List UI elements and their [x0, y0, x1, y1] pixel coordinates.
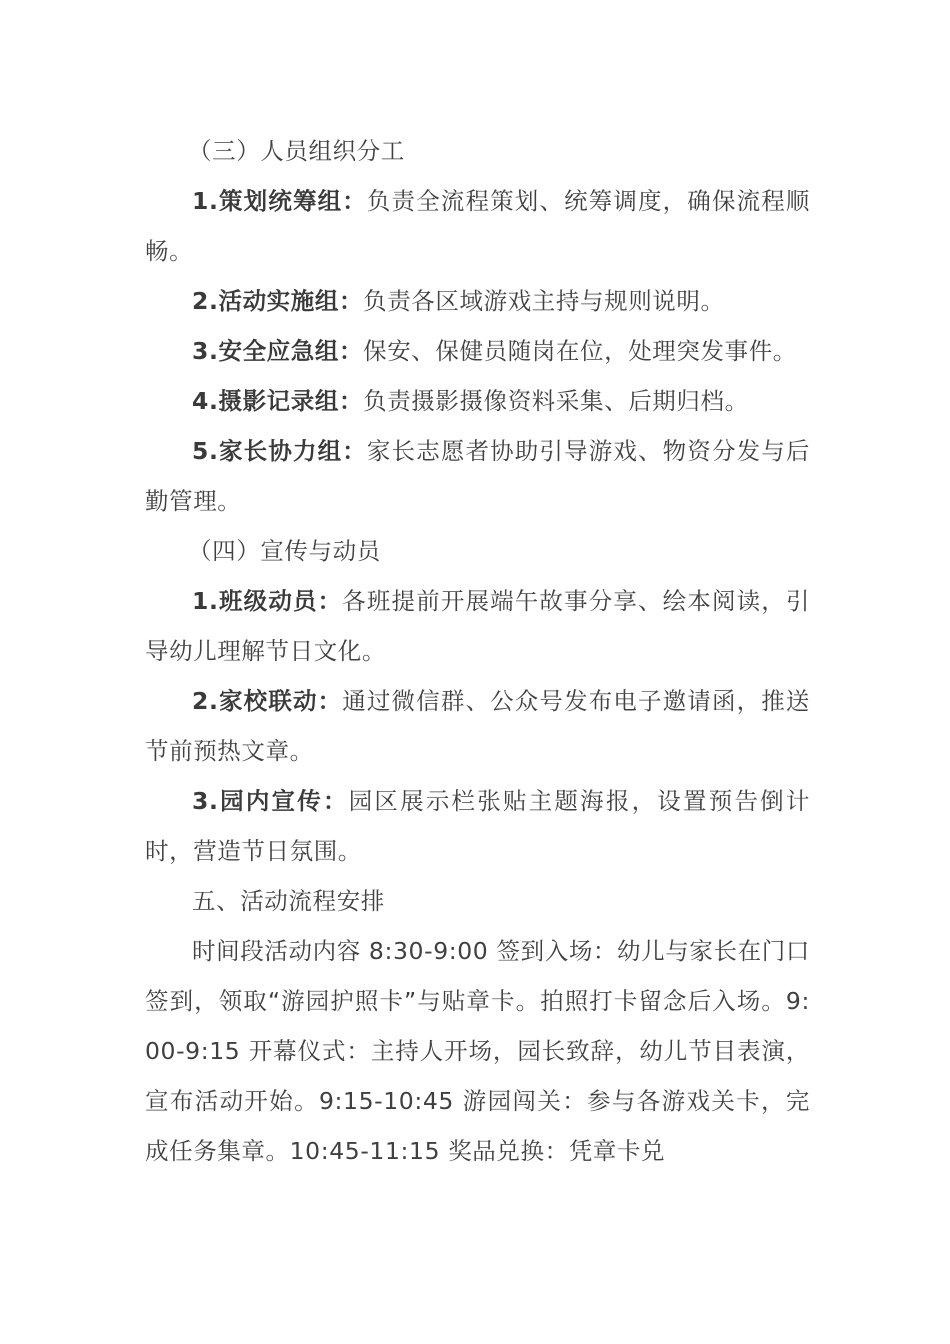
item-label: 2.家校联动：	[192, 687, 343, 715]
section-4-item-1	[145, 576, 810, 676]
section-3-item-5	[145, 426, 810, 526]
item-text: 负责摄影摄像资料采集、后期归档。	[363, 387, 749, 415]
item-label: 2.活动实施组：	[192, 287, 364, 315]
item-text: 负责各区域游戏主持与规则说明。	[363, 287, 725, 315]
item-text: 家长志愿者协助引导游戏、物资分发与后勤管理。	[145, 437, 810, 515]
section-5-body: 时间段活动内容 8:30-9:00 签到入场：幼儿与家长在门口签到，领取“游园护照卡”与贴章卡。拍照打卡留念后入场。9:00-9:15 开幕仪式：主持人开场，园长致辞，幼儿节目表演，宣布活动开始。9:15-10:45 游园闯关：参与各游戏关卡，完成任务集章。10:45-11:15 奖品兑换：凭章卡兑	[145, 937, 810, 1165]
item-text: 保安、保健员随岗在位，处理突发事件。	[363, 337, 797, 365]
item-label: 3.园内宣传：	[192, 787, 349, 815]
item-label: 4.摄影记录组：	[192, 387, 364, 415]
section-3-item-3	[145, 326, 810, 376]
item-text: 负责全流程策划、统筹调度，确保流程顺畅。	[145, 187, 810, 265]
item-label: 1.策划统筹组：	[192, 187, 367, 215]
section-4-item-2	[145, 676, 810, 776]
item-text: 园区展示栏张贴主题海报，设置预告倒计时，营造节日氛围。	[145, 787, 810, 865]
section-4-heading: （四）宣传与动员	[188, 537, 381, 565]
section-3-item-4	[145, 376, 810, 426]
item-label: 3.安全应急组：	[192, 337, 364, 365]
item-text: 各班提前开展端午故事分享、绘本阅读，引导幼儿理解节日文化。	[145, 587, 810, 665]
item-label: 5.家长协力组：	[192, 437, 367, 465]
item-label: 1.班级动员：	[192, 587, 343, 615]
section-3-item-2	[145, 276, 810, 326]
item-text: 通过微信群、公众号发布电子邀请函，推送节前预热文章。	[145, 687, 810, 765]
section-5-heading: 五、活动流程安排	[192, 887, 385, 915]
section-3-heading: （三）人员组织分工	[188, 137, 405, 165]
section-4-item-3	[145, 776, 810, 876]
section-3-item-1	[145, 176, 810, 276]
